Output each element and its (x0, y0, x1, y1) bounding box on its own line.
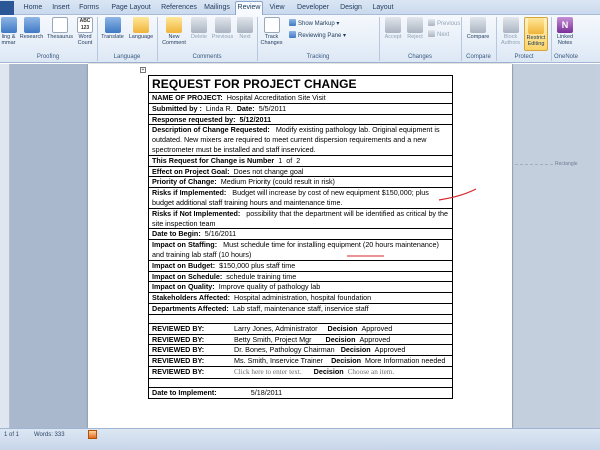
status-bar (0, 428, 600, 450)
tab-references[interactable]: References (161, 4, 197, 11)
row-review-1[interactable] (149, 324, 452, 335)
row-effect-on-goal[interactable] (149, 167, 452, 178)
show-markup-label: Show Markup (298, 21, 335, 27)
onenote-icon: N (557, 17, 573, 33)
new-comment-label: New Comment (162, 34, 186, 46)
field-label: Effect on Project Goal: (152, 166, 230, 176)
field-label: Description of Change Requested: (152, 125, 270, 135)
compare-icon (470, 17, 486, 33)
field-value[interactable]: possibility that the department will be identified as critical by the site inspection team (152, 208, 449, 228)
field-value[interactable]: 5/16/2011 (204, 229, 237, 239)
row-submitted-by[interactable] (149, 104, 452, 115)
field-value[interactable]: 5/5/2011 (258, 103, 287, 113)
field-label: Departments Affected: (152, 303, 229, 313)
next-comment-icon (237, 17, 253, 33)
word-count-icon: ABC 123 (77, 17, 93, 33)
proofing-group-label: Proofing (36, 54, 60, 60)
compare-button[interactable] (463, 17, 493, 51)
field-label: REVIEWED BY: (152, 345, 205, 355)
delete-comment-button[interactable] (189, 17, 209, 51)
spelling-label: ling & mmar (1, 34, 16, 46)
block-authors-icon (503, 17, 519, 33)
protect-group-label: Protect (514, 54, 534, 60)
decision-dropdown-placeholder[interactable]: Choose an item. (347, 367, 395, 376)
blank-row (149, 379, 452, 388)
reviewer-name-placeholder[interactable]: Click here to enter text. (234, 367, 302, 376)
research-button[interactable] (18, 17, 45, 51)
reviewer-name[interactable]: Betty Smith, Project Mgr (234, 334, 312, 344)
thesaurus-label: Thesaurus (47, 34, 73, 40)
row-impact-quality[interactable] (149, 282, 452, 293)
tab-forms[interactable]: Forms (79, 4, 99, 11)
word-count[interactable]: Words: 333 (34, 432, 65, 438)
restrict-editing-button[interactable] (524, 17, 548, 51)
proofing-status-icon[interactable] (88, 430, 97, 439)
field-value[interactable]: 1 (278, 155, 283, 165)
tab-view[interactable]: View (269, 4, 285, 11)
translate-icon (105, 17, 121, 33)
tab-design[interactable]: Design (340, 4, 362, 11)
tab-developer[interactable]: Developer (297, 4, 329, 11)
decision-value[interactable]: Approved (374, 345, 406, 355)
language-button[interactable] (127, 17, 155, 51)
spelling-grammar-button[interactable] (0, 17, 17, 51)
translate-button[interactable] (99, 17, 126, 51)
field-value[interactable]: 5/12/2011 (239, 114, 272, 124)
field-value[interactable]: Linda R. (205, 103, 233, 113)
tab-layout[interactable]: Layout (372, 4, 394, 11)
comments-group-label: Comments (192, 54, 222, 60)
tab-home[interactable]: Home (23, 4, 43, 11)
request-form-table (148, 75, 453, 399)
new-comment-icon (166, 17, 182, 33)
field-value[interactable]: $150,000 plus staff time (219, 260, 296, 270)
reviewer-name[interactable]: Dr. Bones, Pathology Chairman (234, 345, 335, 355)
field-label: This Request for Change is Number (152, 155, 275, 165)
field-value[interactable]: Medium Priority (could result in risk) (220, 177, 335, 187)
row-risks-implemented[interactable] (149, 188, 452, 209)
decision-value[interactable]: Approved (361, 323, 393, 333)
reject-label: Reject (407, 34, 423, 40)
restrict-editing-label: Restrict Editing (526, 35, 546, 47)
linked-notes-button[interactable] (553, 17, 577, 51)
next-change-button[interactable] (428, 30, 449, 39)
field-label: Submitted by : (152, 103, 202, 113)
tab-review[interactable]: Review (235, 1, 263, 16)
field-value[interactable]: 5/18/2011 (250, 387, 283, 397)
word-count-button[interactable] (75, 17, 95, 51)
field-value[interactable]: 2 (296, 155, 301, 165)
compare-label: Compare (466, 34, 490, 40)
field-label: Impact on Staffing: (152, 240, 218, 250)
accept-icon (385, 17, 401, 33)
row-date-to-implement[interactable] (149, 388, 452, 398)
block-authors-button[interactable] (498, 17, 523, 51)
row-impact-staffing[interactable] (149, 240, 452, 261)
field-value[interactable]: Modify existing pathology lab. Original equipment is outdated. New mixers are required to meet current dispersion requirements and a new spectrometer must be installed and staff inserviced. (152, 125, 440, 154)
show-markup-dropdown[interactable]: Show Markup ▾ (289, 19, 339, 28)
review-ribbon (0, 15, 600, 63)
reviewing-pane-icon (289, 31, 296, 38)
next-comment-label: Next (239, 34, 251, 40)
word-count-label: Word Count (77, 34, 93, 46)
accept-label: Accept (384, 34, 402, 40)
field-label: NAME OF PROJECT: (152, 93, 223, 102)
decision-label: Decision (313, 366, 344, 376)
balloon-label: Rectangle (555, 161, 578, 167)
changes-group-label: Changes (407, 54, 433, 60)
tab-mailings[interactable]: Mailings (204, 4, 230, 11)
row-impact-schedule[interactable] (149, 272, 452, 283)
reviewer-name[interactable]: Larry Jones, Administrator (234, 323, 318, 333)
thesaurus-icon (52, 17, 68, 33)
row-description[interactable] (149, 125, 452, 155)
vertical-ruler (0, 64, 10, 428)
reject-icon (407, 17, 423, 33)
reviewer-name[interactable]: Ms. Smith, Inservice Trainer (234, 356, 324, 366)
row-review-3[interactable] (149, 345, 452, 356)
field-label: Impact on Schedule: (152, 271, 223, 281)
row-risks-not-implemented[interactable] (149, 209, 452, 230)
field-label: Date: (236, 103, 255, 113)
row-review-5[interactable] (149, 367, 452, 379)
row-stakeholders[interactable] (149, 293, 452, 304)
form-title: REQUEST FOR PROJECT CHANGE (149, 76, 452, 93)
row-review-2[interactable] (149, 335, 452, 346)
delete-comment-label: Delete (191, 34, 207, 40)
previous-comment-button[interactable] (210, 17, 235, 51)
lock-icon (528, 18, 544, 34)
field-label: Risks if Implemented: (152, 188, 227, 198)
file-tab[interactable] (0, 1, 14, 15)
reviewing-pane-label: Reviewing Pane (298, 33, 342, 39)
onenote-group-label: OneNote (553, 54, 578, 60)
field-label: Date to Implement: (152, 387, 217, 397)
decision-value[interactable]: Approved (359, 334, 391, 344)
row-request-number[interactable] (149, 156, 452, 167)
field-label: Date to Begin: (152, 229, 201, 239)
track-changes-button[interactable] (259, 17, 284, 51)
previous-change-button[interactable] (428, 19, 460, 28)
thesaurus-button[interactable] (46, 17, 74, 51)
decision-label: Decision (331, 356, 362, 366)
language-globe-icon (133, 17, 149, 33)
previous-change-icon (428, 19, 435, 26)
field-value[interactable]: Hospital Accreditation Site Visit (226, 93, 326, 102)
field-value[interactable]: Must schedule time for installing equipment (20 hours maintenance) and training lab staff (10 hours) (152, 240, 439, 259)
row-review-4[interactable] (149, 356, 452, 367)
linked-notes-label: Linked Notes (556, 34, 574, 46)
accept-button[interactable] (382, 17, 404, 51)
field-label: Impact on Budget: (152, 260, 216, 270)
row-priority[interactable] (149, 177, 452, 188)
language-label: Language (128, 34, 154, 40)
row-date-to-begin[interactable] (149, 229, 452, 240)
previous-change-label: Previous (437, 21, 461, 27)
decision-label: Decision (340, 345, 371, 355)
field-value[interactable]: Lab staff, maintenance staff, inservice staff (232, 303, 369, 313)
next-change-label: Next (437, 32, 450, 38)
document-page[interactable] (88, 64, 512, 428)
field-label: REVIEWED BY: (152, 334, 205, 344)
research-label: Research (19, 34, 44, 40)
decision-label: Decision (325, 334, 356, 344)
field-label: REVIEWED BY: (152, 366, 205, 376)
new-comment-button[interactable] (160, 17, 188, 51)
decision-value[interactable]: More Information needed (365, 356, 446, 366)
field-value[interactable]: Hospital administration, hospital foundation (234, 293, 372, 303)
balloon-connector (515, 164, 553, 165)
blank-row (149, 315, 452, 324)
page-count[interactable]: 1 of 1 (4, 432, 20, 438)
field-label: of (286, 155, 293, 165)
tab-insert[interactable]: Insert (52, 4, 70, 11)
markup-balloon-area (513, 64, 600, 428)
field-value[interactable]: Improve quality of pathology lab (218, 282, 321, 292)
decision-label: Decision (327, 323, 358, 333)
row-impact-budget[interactable] (149, 261, 452, 272)
ribbon-tab-bar (0, 0, 600, 15)
track-changes-icon (264, 17, 280, 33)
reject-button[interactable] (405, 17, 425, 51)
field-label: Impact on Quality: (152, 282, 215, 292)
previous-comment-label: Previous (211, 34, 234, 40)
row-name-of-project[interactable] (149, 93, 452, 104)
previous-comment-icon (215, 17, 231, 33)
block-authors-label: Block Authors (501, 34, 520, 46)
tab-page-layout[interactable]: Page Layout (111, 4, 151, 11)
show-markup-icon (289, 19, 296, 26)
field-value[interactable]: schedule training time (226, 271, 297, 281)
field-label: Stakeholders Affected: (152, 293, 231, 303)
next-change-icon (428, 30, 435, 37)
field-label: REVIEWED BY: (152, 323, 205, 333)
translate-label: Translate (101, 34, 124, 40)
delete-comment-icon (191, 17, 207, 33)
field-value[interactable]: Does not change goal (233, 166, 304, 176)
language-group-label: Language (113, 54, 141, 60)
field-label: Response requested by: (152, 114, 236, 124)
research-icon (24, 17, 40, 33)
table-move-handle-icon[interactable]: + (141, 67, 145, 73)
spelling-icon (1, 17, 17, 33)
field-value[interactable]: Budget will increase by cost of new equipment $150,000; plus budget additional staff training hours and maintenance time. (152, 188, 429, 207)
track-changes-label: Track Changes (260, 34, 283, 46)
compare-group-label: Compare (466, 54, 491, 60)
tracking-group-label: Tracking (306, 54, 330, 60)
field-label: Risks if Not Implemented: (152, 208, 241, 218)
field-label: REVIEWED BY: (152, 356, 205, 366)
field-label: Priority of Change: (152, 177, 217, 187)
row-response-requested[interactable] (149, 115, 452, 126)
reviewing-pane-dropdown[interactable]: Reviewing Pane ▾ (289, 31, 346, 40)
next-comment-button[interactable] (236, 17, 254, 51)
row-departments[interactable] (149, 304, 452, 315)
